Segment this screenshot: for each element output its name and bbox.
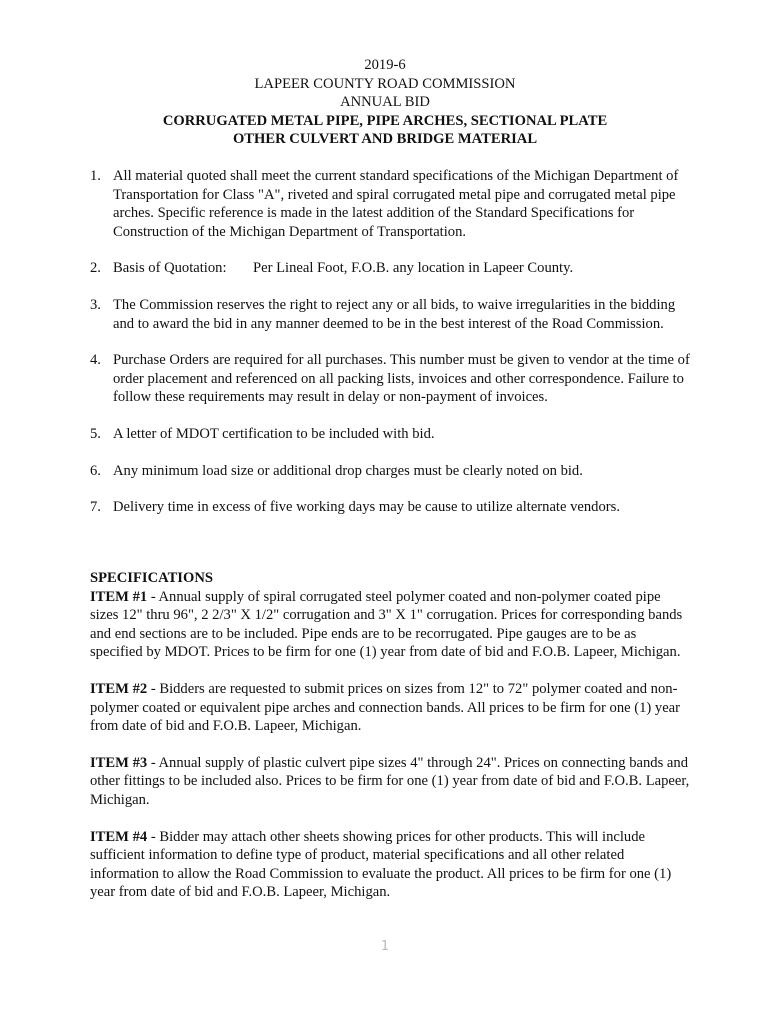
terms-list-item bbox=[90, 167, 690, 241]
term-text: The Commission reserves the right to reject any or all bids, to waive irregularities in the bidding and to award the bid in any manner deemed to be in the best interest of the Road Commission. bbox=[113, 296, 676, 332]
spec-item-label: ITEM #3 bbox=[90, 754, 148, 771]
spec-item-label: ITEM #1 bbox=[90, 588, 148, 605]
spec-item bbox=[90, 680, 690, 736]
spec-item bbox=[90, 588, 690, 662]
spec-item-text: - Annual supply of spiral corrugated steel polymer coated and non-polymer coated pipe sizes 12" thru 96", 2 2/3" X 1/2" corrugation and 3" X 1" corrugation. Prices for corresponding bands and end sections are to be included. Pipe ends are to be recorrugated. Pipe gauges are to be as specified by MDOT. Prices to be firm for one (1) year from date of bid and F.O.B. Lapeer, Michigan. bbox=[90, 588, 683, 661]
spec-item-text: - Bidder may attach other sheets showing prices for other products. This will include sufficient information to define type of product, material specifications and all other related information to allow the Road Commission to evaluate the product. All prices to be firm for one (1) year from date of bid and F.O.B. Lapeer, Michigan. bbox=[90, 828, 672, 901]
term-number: 3. bbox=[90, 296, 101, 313]
terms-list-item bbox=[90, 498, 690, 517]
terms-list bbox=[90, 167, 690, 517]
bid-number: 2019-6 bbox=[364, 57, 406, 73]
specifications-section bbox=[90, 569, 690, 902]
organization-name: LAPEER COUNTY ROAD COMMISSION bbox=[254, 75, 516, 92]
term-text: Any minimum load size or additional drop charges must be clearly noted on bid. bbox=[113, 462, 583, 479]
term-number: 6. bbox=[90, 462, 101, 479]
term-number: 7. bbox=[90, 499, 101, 516]
specifications-heading: SPECIFICATIONS bbox=[90, 570, 213, 586]
terms-list-item bbox=[90, 351, 690, 407]
spec-item-label: ITEM #4 bbox=[90, 828, 148, 845]
terms-list-item bbox=[90, 425, 690, 444]
spec-item bbox=[90, 828, 690, 902]
term-number: 1. bbox=[90, 168, 101, 184]
bid-type: ANNUAL BID bbox=[340, 94, 430, 111]
term-text: Per Lineal Foot, F.O.B. any location in Lapeer County. bbox=[253, 260, 574, 277]
terms-list-item bbox=[90, 259, 690, 278]
term-text: Purchase Orders are required for all purchases. This number must be given to vendor at the time of order placement and referenced on all packing lists, invoices and other correspondence. Failure to follow these requirements may result in delay or non-payment of invoices. bbox=[113, 352, 690, 406]
spec-item-label: ITEM #2 bbox=[90, 680, 148, 697]
term-text: A letter of MDOT certification to be included with bid. bbox=[113, 425, 435, 442]
term-number: 2. bbox=[90, 260, 101, 277]
page-number: 1 bbox=[380, 939, 390, 954]
terms-list-item bbox=[90, 296, 690, 333]
spec-item-text: - Bidders are requested to submit prices on sizes from 12" to 72" polymer coated and non-polymer coated or equivalent pipe arches and connection bands. All prices to be firm for one (1) year from date of bid and F.O.B. Lapeer, Michigan. bbox=[90, 680, 681, 735]
spec-item bbox=[90, 754, 690, 810]
spec-item-text: - Annual supply of plastic culvert pipe sizes 4" through 24". Prices on connecting bands and other fittings to be included also. Prices to be firm for one (1) year from date of bid and F.O.B. Lapeer, Michigan. bbox=[90, 754, 690, 808]
term-text: Delivery time in excess of five working days may be cause to utilize alternate vendors. bbox=[113, 499, 620, 516]
term-label: Basis of Quotation: bbox=[113, 260, 227, 277]
document-header bbox=[0, 56, 770, 149]
term-text: All material quoted shall meet the current standard specifications of the Michigan Department of Transportation for Class "A", riveted and spiral corrugated metal pipe and corrugated metal pipe arches. Specific reference is made in the latest addition of the Standard Specifications for Construction of the Michigan Department of Transportation. bbox=[113, 168, 679, 240]
document-title-line2: OTHER CULVERT AND BRIDGE MATERIAL bbox=[232, 131, 538, 148]
terms-list-item bbox=[90, 462, 690, 481]
term-number: 5. bbox=[90, 425, 101, 442]
document-title-line1: CORRUGATED METAL PIPE, PIPE ARCHES, SECTIONAL PLATE bbox=[162, 112, 608, 129]
term-number: 4. bbox=[90, 352, 101, 369]
